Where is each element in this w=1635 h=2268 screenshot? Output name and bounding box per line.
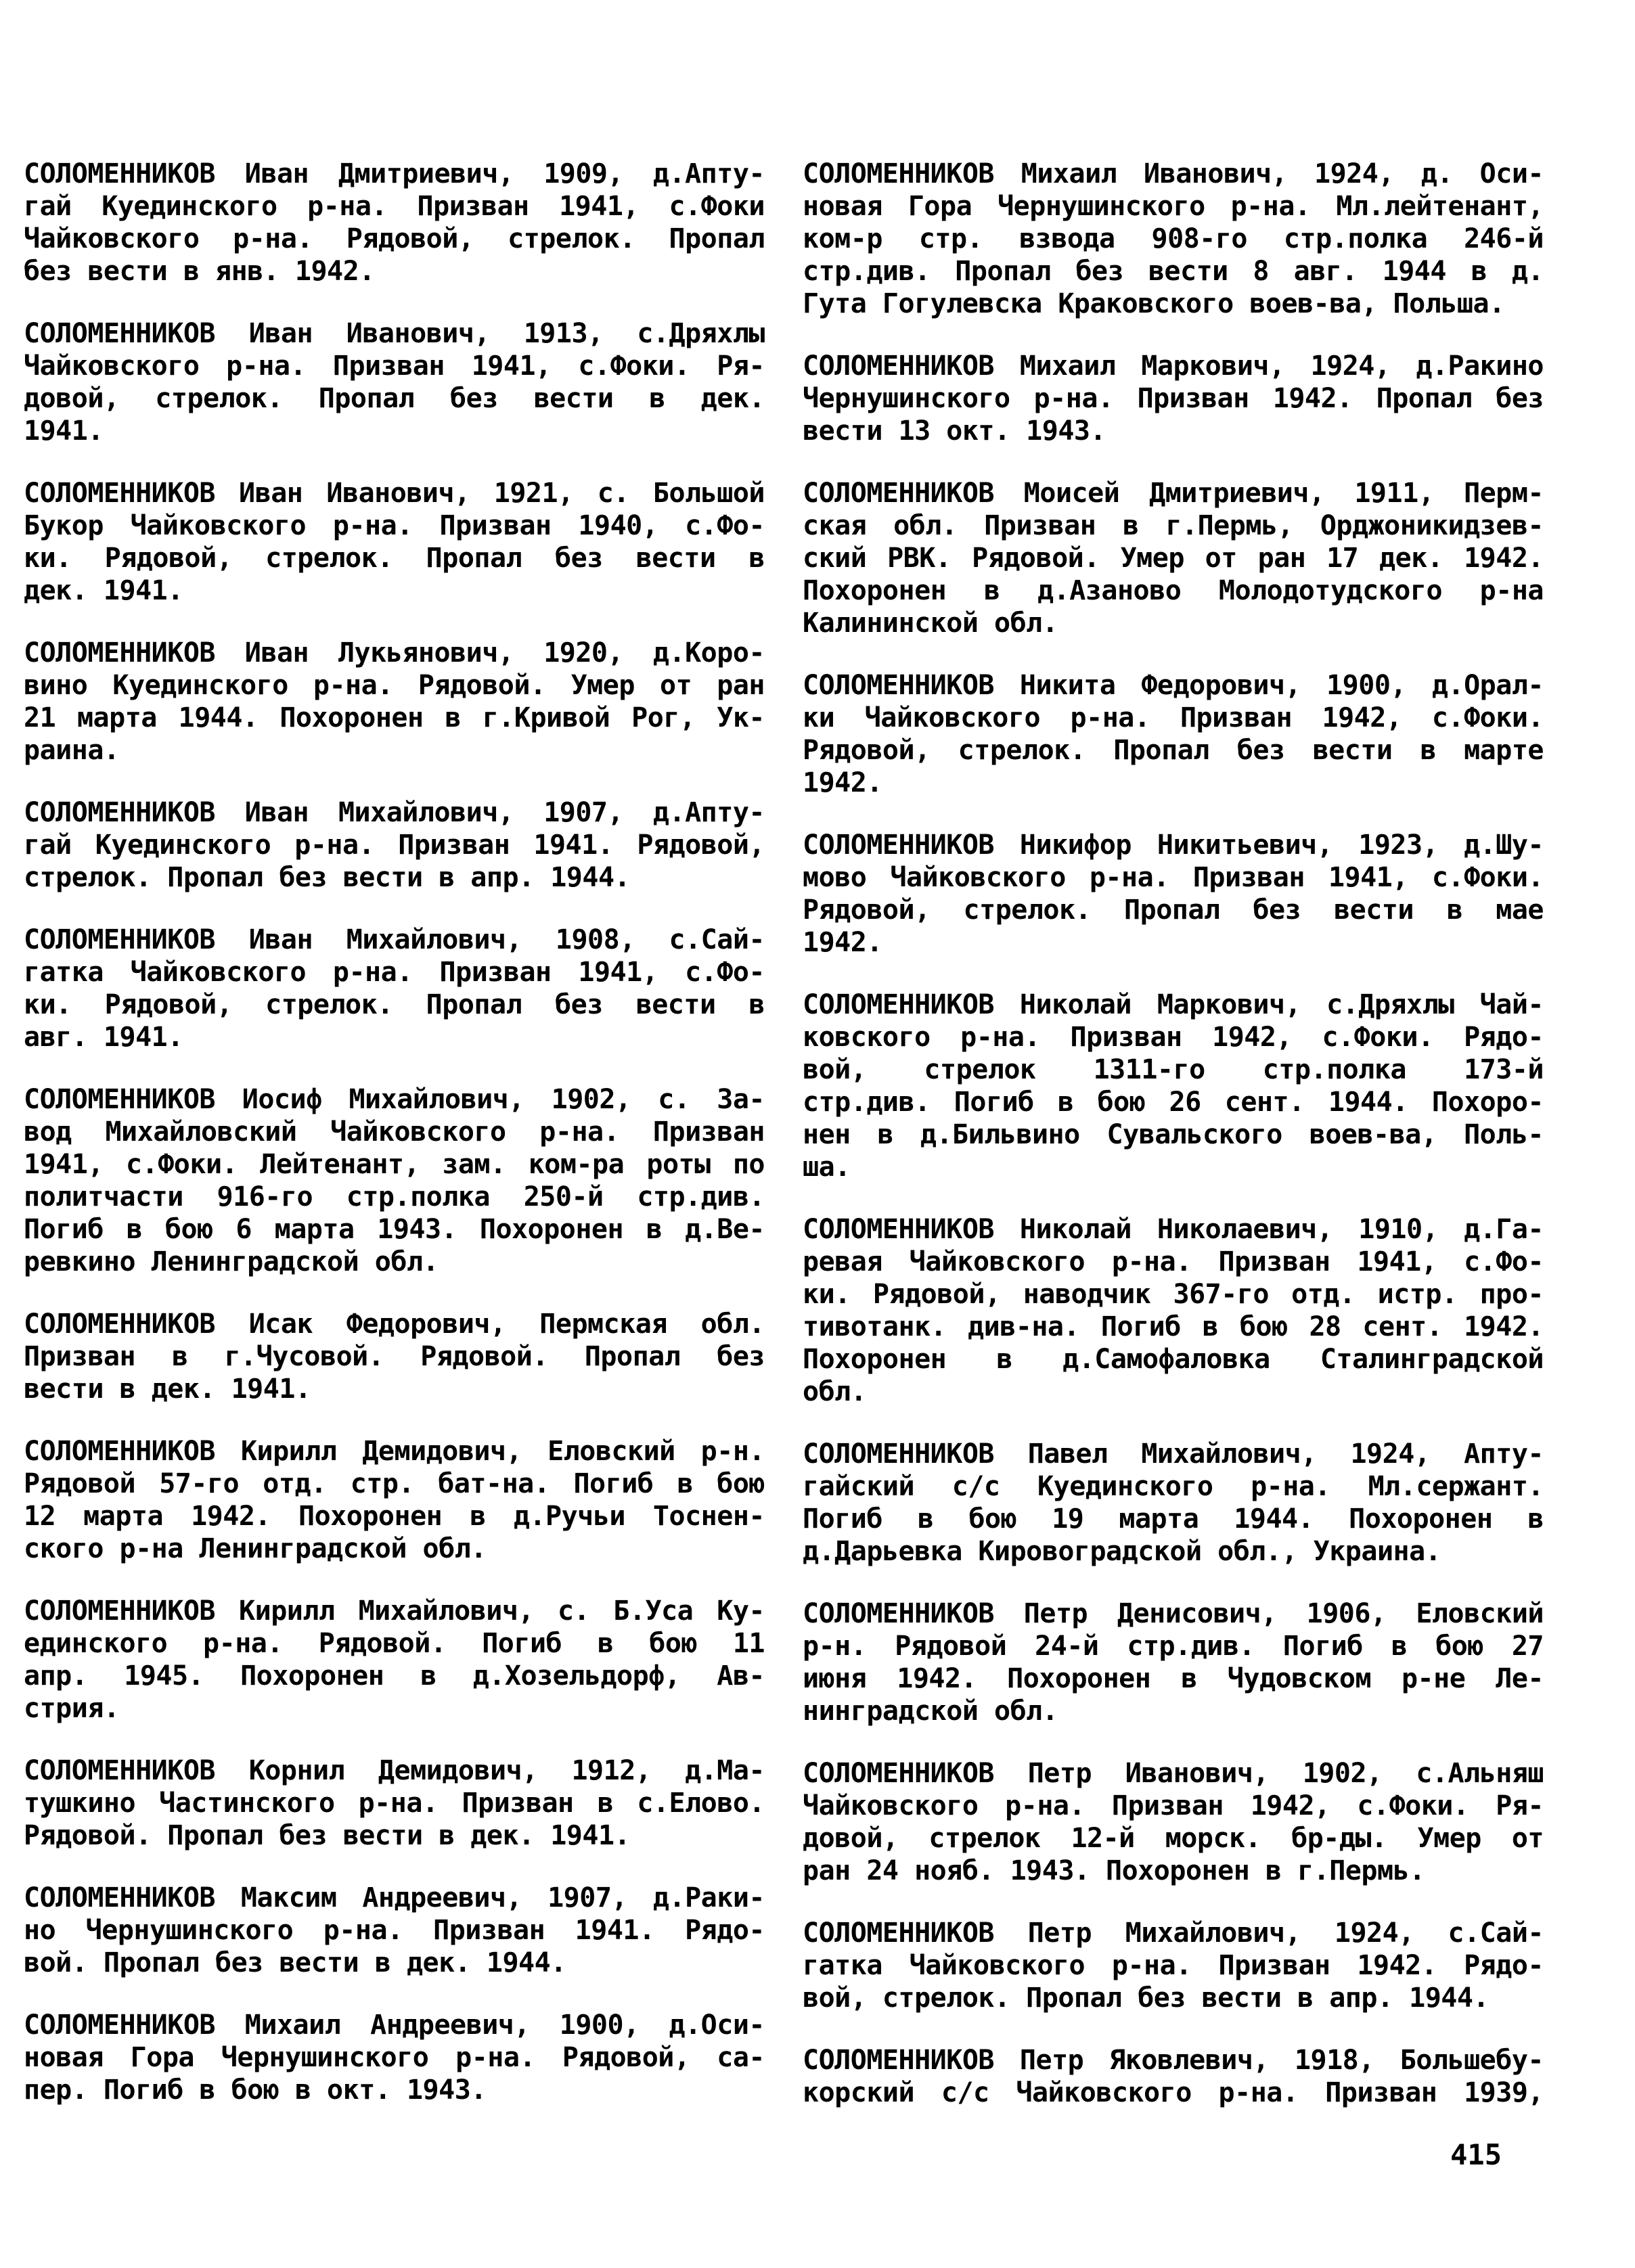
entry-line: ша. <box>803 1152 851 1183</box>
entry-line: Чайковского р-на. Призван 1941, с.Фоки. Ря- <box>24 350 765 382</box>
memorial-entry <box>803 1757 1544 1887</box>
entry-line: единского р-на. Рядовой. Погиб в бою 11 <box>24 1628 765 1659</box>
entry-line: ковского р-на. Призван 1942, с.Фоки. Рядо- <box>803 1022 1544 1053</box>
memorial-entry <box>24 796 765 894</box>
entry-line: вой, стрелок 1311-го стр.полка 173-й <box>803 1054 1544 1085</box>
entry-line: СОЛОМЕННИКОВ Михаил Иванович, 1924, д. Оси- <box>803 158 1544 189</box>
entry-line: СОЛОМЕННИКОВ Максим Андреевич, 1907, д.Раки- <box>24 1882 765 1913</box>
entry-line: ки. Рядовой, стрелок. Пропал без вести в <box>24 989 765 1020</box>
entry-line: СОЛОМЕННИКОВ Иван Иванович, 1921, с. Большой <box>24 478 765 509</box>
entry-line: СОЛОМЕННИКОВ Петр Денисович, 1906, Еловский <box>803 1598 1544 1629</box>
entry-line: Похоронен в д.Самофаловка Сталинградской <box>803 1344 1544 1375</box>
entry-line: довой, стрелок. Пропал без вести в дек. <box>24 383 765 414</box>
memorial-entry <box>803 350 1544 447</box>
entry-line: Чернушинского р-на. Призван 1942. Пропал без <box>803 383 1544 414</box>
entry-line: нен в д.Бильвино Сувальского воев-ва, Поль- <box>803 1119 1544 1150</box>
memorial-entry <box>24 2009 765 2106</box>
entry-line: СОЛОМЕННИКОВ Никита Федорович, 1900, д.Орал- <box>803 670 1544 701</box>
entry-line: ревкино Ленинградской обл. <box>24 1246 439 1277</box>
memorial-entry <box>803 669 1544 799</box>
entry-line: стрелок. Пропал без вести в апр. 1944. <box>24 862 631 893</box>
entry-line: Рядовой, стрелок. Пропал без вести в мае <box>803 894 1544 926</box>
entry-line: Калининской обл. <box>803 608 1058 639</box>
entry-line: ского р-на Ленинградской обл. <box>24 1533 487 1564</box>
entry-line: Погиб в бою 19 марта 1944. Похоронен в <box>803 1503 1544 1535</box>
memorial-entry <box>803 477 1544 639</box>
entry-line: 1942. <box>803 767 882 798</box>
entry-line: тивотанк. див-на. Погиб в бою 28 сент. 1942. <box>803 1311 1544 1342</box>
entry-line: СОЛОМЕННИКОВ Иосиф Михайлович, 1902, с. За- <box>24 1084 765 1115</box>
entry-line: Погиб в бою 6 марта 1943. Похоронен в д.Ве- <box>24 1214 765 1245</box>
entry-line: СОЛОМЕННИКОВ Петр Яковлевич, 1918, Большебу- <box>803 2045 1544 2076</box>
entry-line: Чайковского р-на. Призван 1942, с.Фоки. Ря- <box>803 1790 1544 1821</box>
entry-line: ревая Чайковского р-на. Призван 1941, с.Фо- <box>803 1246 1544 1277</box>
entry-line: июня 1942. Похоронен в Чудовском р-не Ле- <box>803 1663 1544 1694</box>
entry-line: СОЛОМЕННИКОВ Иван Иванович, 1913, с.Дряхлы <box>24 318 765 349</box>
entry-line: 1941. <box>24 415 104 447</box>
entry-line: 12 марта 1942. Похоронен в д.Ручьи Тоснен- <box>24 1501 765 1532</box>
entry-line: обл. <box>803 1376 867 1407</box>
entry-line: стр.див. Погиб в бою 26 сент. 1944. Похоро- <box>803 1087 1544 1118</box>
memorial-entry <box>803 1597 1544 1727</box>
entry-line: СОЛОМЕННИКОВ Николай Маркович, с.Дряхлы Чай- <box>803 989 1544 1020</box>
entry-line: ран 24 нояб. 1943. Похоронен в г.Пермь. <box>803 1855 1425 1886</box>
memorial-entry <box>803 1438 1544 1568</box>
memorial-entry <box>803 1917 1544 2014</box>
entry-line: гайский с/с Куединского р-на. Мл.сержант. <box>803 1471 1544 1502</box>
page-number: 415 <box>1450 2138 1502 2171</box>
entry-line: СОЛОМЕННИКОВ Иван Михайлович, 1908, с.Сай- <box>24 924 765 955</box>
entry-line: СОЛОМЕННИКОВ Кирилл Демидович, Еловский р-н. <box>24 1436 765 1467</box>
entry-line: ский РВК. Рядовой. Умер от ран 17 дек. 1942. <box>803 543 1544 574</box>
entry-line: гатка Чайковского р-на. Призван 1942. Рядо- <box>803 1950 1544 1981</box>
right-column <box>803 158 1544 2171</box>
entry-line: тушкино Частинского р-на. Призван в с.Елово. <box>24 1788 765 1819</box>
entry-line: 1941, с.Фоки. Лейтенант, зам. ком-ра роты по <box>24 1149 765 1180</box>
entry-line: ки. Рядовой, наводчик 367-го отд. истр. про- <box>803 1279 1544 1310</box>
memorial-entry <box>24 1754 765 1852</box>
memorial-entry <box>803 1213 1544 1408</box>
entry-line: вести 13 окт. 1943. <box>803 415 1106 447</box>
entry-line: новая Гора Чернушинского р-на. Рядовой, са- <box>24 2042 765 2073</box>
entry-line: Похоронен в д.Азаново Молодотудского р-на <box>803 575 1544 606</box>
entry-line: СОЛОМЕННИКОВ Николай Николаевич, 1910, д.Га- <box>803 1214 1544 1245</box>
entry-line: гатка Чайковского р-на. Призван 1941, с.Фо- <box>24 957 765 988</box>
entry-line: СОЛОМЕННИКОВ Корнил Демидович, 1912, д.Ма- <box>24 1755 765 1786</box>
memorial-entry <box>24 477 765 607</box>
entry-line: СОЛОМЕННИКОВ Кирилл Михайлович, с. Б.Уса Ку- <box>24 1595 765 1627</box>
entry-line: Гута Гогулевска Краковского воев-ва, Польша. <box>803 288 1505 319</box>
entry-line: гай Куединского р-на. Призван 1941. Рядовой, <box>24 830 765 861</box>
entry-line: авг. 1941. <box>24 1022 183 1053</box>
entry-line: СОЛОМЕННИКОВ Михаил Андреевич, 1900, д.Оси- <box>24 2010 765 2041</box>
entry-line: СОЛОМЕННИКОВ Никифор Никитьевич, 1923, д.Шу- <box>803 830 1544 861</box>
entry-line: гай Куединского р-на. Призван 1941, с.Фоки <box>24 191 765 222</box>
memorial-entry <box>803 829 1544 959</box>
entry-line: дек. 1941. <box>24 575 183 606</box>
memorial-entry <box>24 1435 765 1565</box>
memorial-entry <box>24 158 765 288</box>
entry-line: СОЛОМЕННИКОВ Иван Дмитриевич, 1909, д.Апту- <box>24 158 765 189</box>
memorial-entry <box>24 1083 765 1278</box>
memorial-entry <box>24 317 765 447</box>
entry-line: СОЛОМЕННИКОВ Петр Иванович, 1902, с.Альняш <box>803 1758 1544 1789</box>
memorial-entry <box>803 2044 1544 2109</box>
memorial-entry <box>24 1882 765 1979</box>
entry-line: Рядовой, стрелок. Пропал без вести в марте <box>803 735 1544 766</box>
entry-line: пер. Погиб в бою в окт. 1943. <box>24 2074 487 2106</box>
entry-line: вой, стрелок. Пропал без вести в апр. 1944. <box>803 1982 1490 2014</box>
left-column <box>24 158 765 2171</box>
entry-line: Букор Чайковского р-на. Призван 1940, с.Фо- <box>24 510 765 541</box>
entry-line: Рядовой. Пропал без вести в дек. 1941. <box>24 1820 631 1851</box>
entry-line: СОЛОМЕННИКОВ Иван Михайлович, 1907, д.Апту- <box>24 797 765 828</box>
entry-line: раина. <box>24 735 120 766</box>
entry-line: но Чернушинского р-на. Призван 1941. Рядо- <box>24 1915 765 1946</box>
entry-line: новая Гора Чернушинского р-на. Мл.лейтенант, <box>803 191 1544 222</box>
entry-line: 1942. <box>803 927 882 958</box>
memorial-entry <box>24 637 765 767</box>
entry-line: р-н. Рядовой 24-й стр.див. Погиб в бою 27 <box>803 1631 1544 1662</box>
entry-line: вод Михайловский Чайковского р-на. Призван <box>24 1116 765 1148</box>
entry-line: ская обл. Призван в г.Пермь, Орджоникидзев- <box>803 510 1544 541</box>
entry-line: мово Чайковского р-на. Призван 1941, с.Фоки. <box>803 862 1544 893</box>
entry-line: вой. Пропал без вести в дек. 1944. <box>24 1947 566 1978</box>
entry-line: 21 марта 1944. Похоронен в г.Кривой Рог, Ук- <box>24 702 765 733</box>
entry-line: довой, стрелок 12-й морск. бр-ды. Умер от <box>803 1823 1544 1854</box>
entry-line: политчасти 916-го стр.полка 250-й стр.див. <box>24 1181 765 1212</box>
memorial-entry <box>803 158 1544 320</box>
entry-line: СОЛОМЕННИКОВ Исак Федорович, Пермская обл. <box>24 1309 765 1340</box>
entry-line: нинградской обл. <box>803 1696 1058 1727</box>
memorial-entry <box>24 924 765 1053</box>
entry-line: СОЛОМЕННИКОВ Михаил Маркович, 1924, д.Ракино <box>803 350 1544 382</box>
entry-line: СОЛОМЕННИКОВ Петр Михайлович, 1924, с.Сай- <box>803 1918 1544 1949</box>
entry-line: Чайковского р-на. Рядовой, стрелок. Пропал <box>24 223 765 254</box>
entry-line: ком-р стр. взвода 908-го стр.полка 246-й <box>803 223 1544 254</box>
entry-line: вести в дек. 1941. <box>24 1374 311 1405</box>
entry-line: д.Дарьевка Кировоградской обл., Украина. <box>803 1536 1441 1567</box>
entry-line: СОЛОМЕННИКОВ Иван Лукьянович, 1920, д.Коро- <box>24 637 765 668</box>
entry-line: без вести в янв. 1942. <box>24 256 375 287</box>
entry-line: вино Куединского р-на. Рядовой. Умер от ран <box>24 670 765 701</box>
entry-line: ки Чайковского р-на. Призван 1942, с.Фоки. <box>803 702 1544 733</box>
entry-line: стрия. <box>24 1693 120 1724</box>
entry-line: СОЛОМЕННИКОВ Павел Михайлович, 1924, Апту- <box>803 1438 1544 1470</box>
text-columns <box>24 158 1544 2171</box>
memorial-entry <box>803 989 1544 1183</box>
memorial-entry <box>24 1595 765 1725</box>
entry-line: Призван в г.Чусовой. Рядовой. Пропал без <box>24 1341 765 1372</box>
entry-line: стр.див. Пропал без вести 8 авг. 1944 в д. <box>803 256 1544 287</box>
entry-line: Рядовой 57-го отд. стр. бат-на. Погиб в бою <box>24 1468 765 1499</box>
entry-line: СОЛОМЕННИКОВ Моисей Дмитриевич, 1911, Перм- <box>803 478 1544 509</box>
memorial-entry <box>24 1308 765 1405</box>
entry-line: корский с/с Чайковского р-на. Призван 1939, <box>803 2077 1544 2108</box>
entry-line: апр. 1945. Похоронен в д.Хозельдорф, Ав- <box>24 1660 765 1692</box>
entry-line: ки. Рядовой, стрелок. Пропал без вести в <box>24 543 765 574</box>
